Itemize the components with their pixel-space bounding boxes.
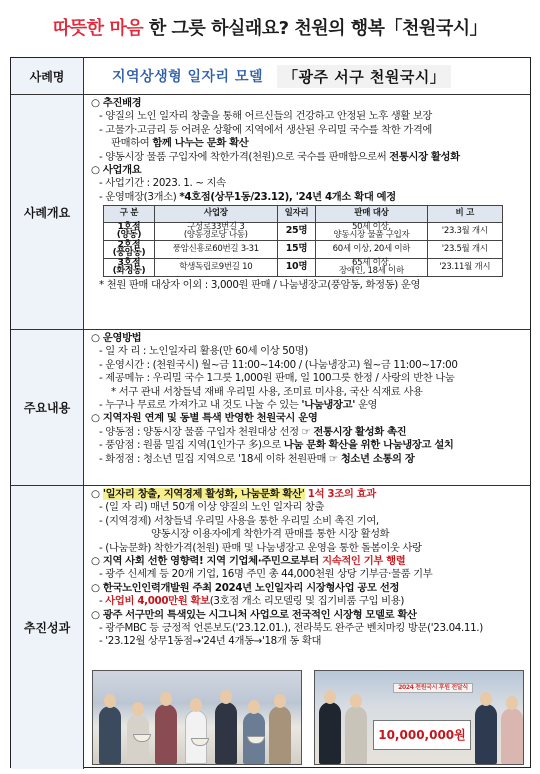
shops-cell-place: 학생독립로9번길 10	[154, 258, 277, 276]
person-figure	[215, 702, 237, 764]
label-overview: 사례개요	[11, 95, 84, 329]
shops-cell-jobs: 25명	[277, 222, 316, 240]
page-title	[0, 14, 540, 40]
main-content	[84, 330, 530, 485]
person-head	[190, 698, 202, 712]
overview-line	[91, 137, 525, 150]
overview-line: - 사업기간 : 2023. 1. ~ 지속	[99, 177, 226, 190]
emphasis: 청소년 소통의 장	[340, 452, 415, 465]
donation-check: 10,000,000원	[373, 720, 471, 750]
case-table	[10, 57, 531, 768]
main-line	[91, 439, 525, 452]
results-line: - (지역경제) 서창들녘 우리밀 사용을 통한 우리밀 소비 촉진 기여,	[99, 514, 379, 527]
person-figure	[269, 706, 291, 764]
model-prefix: 지역상생형 일자리 모델	[112, 69, 263, 85]
title-text: 한 그릇 하실래요? 천원의 행복「천원국시」	[143, 18, 488, 39]
photo-donation-ceremony	[314, 670, 524, 765]
main-line	[91, 399, 525, 412]
text: (3호점 개소 리모델링 및 집기비품 구입 비용)	[209, 595, 404, 608]
shops-cell-note: '23.3월 개시	[427, 222, 502, 240]
emphasis: *4호점(상무1동/23.12), '24년 4개소 확대 예정	[179, 190, 396, 203]
shops-cell-jobs: 15명	[277, 240, 316, 258]
person-head	[324, 690, 336, 704]
shops-cell-name: 3호점 (화정동)	[104, 258, 155, 276]
person-head	[132, 702, 144, 716]
main-heading-operation: ○ 운영방법	[91, 332, 142, 344]
overview-line: - 고물가·고금리 등 어려운 상황에 지역에서 생산된 우리밀 국수를 착한 가격에	[99, 123, 433, 136]
text: - 운영매장(3개소)	[99, 190, 180, 203]
main-note: * 서구 관내 서창들녘 재배 우리밀 사용, 조미료 미사용, 국산 식재료 사용	[111, 385, 423, 398]
person-figure	[185, 710, 207, 764]
red-text: 지속적인 기부 행렬	[322, 555, 406, 568]
highlight: '일자리 창출, 지역경제 활성화, 나눔문화 확산'	[102, 488, 305, 500]
main-line: - 일 자 리 : 노인일자리 활용(만 60세 이상 50명)	[99, 345, 308, 358]
results-line	[91, 595, 525, 608]
results-line: - '23.12월 상무1동점→'24년 4개동→'18개 동 확대	[99, 635, 322, 648]
emphasis: 전통시장 활성화	[389, 150, 460, 163]
text: - 화정점 : 청소년 밀집 지역으로 '18세 이하 천원판매 ☞	[99, 452, 341, 465]
shops-table	[103, 205, 503, 276]
results-heading-effect	[91, 488, 525, 501]
results-line: - 광주 신세계 등 20개 기업, 16명 주민 총 44,000천원 상당 기부금·물품 기부	[99, 568, 433, 581]
shops-cell-target: 60세 이상, 20세 이하	[316, 240, 427, 258]
overview-line	[91, 191, 525, 204]
overview-heading-summary: ○ 사업개요	[91, 164, 142, 177]
person-figure	[345, 706, 367, 764]
row-results	[11, 485, 530, 769]
results-line: - (나눔문화) 착한가격(천원) 판매 및 나눔냉장고 운영을 통한 돌봄이웃 사랑	[99, 541, 422, 554]
shops-row	[104, 240, 503, 258]
person-figure	[501, 708, 523, 764]
text: -	[99, 595, 106, 608]
shops-header-cell: 판매 대상	[316, 206, 427, 222]
shops-cell-place: 구성로33번길 3 (양동경로당 나동)	[154, 222, 277, 240]
case-model	[84, 58, 530, 94]
main-line	[91, 426, 525, 439]
main-line: - 제공메뉴 : 우리밀 국수 1그릇 1,000원 판매, 일 100그릇 한정 / 사랑의 반찬 나눔	[99, 372, 455, 385]
emphasis: 나눔 문화 확산을 위한 나눔냉장고 설치	[283, 439, 454, 452]
text: - 양동시장 물품 구입자에 착한가격(천원)으로 국수를 판매함으로써	[99, 150, 390, 163]
shops-cell-target: 65세 이상, 장애인, 18세 이하	[316, 258, 427, 276]
row-case-name	[11, 58, 530, 94]
shops-header-cell: 비 고	[427, 206, 502, 222]
overview-heading-background: ○ 추진배경	[91, 97, 142, 109]
text: ○ 지역 사회 선한 영향력! 지역 기업체·주민으로부터	[91, 555, 323, 568]
emphasis: 전통시장 활성화 촉진	[313, 425, 407, 438]
overview-line	[91, 151, 525, 164]
shops-header-cell: 사업장	[154, 206, 277, 222]
person-figure	[475, 704, 497, 764]
person-head	[160, 692, 172, 706]
red-text: 1석 3조의 효과	[304, 488, 376, 500]
shops-cell-note: '23.11월 개시	[427, 258, 502, 276]
photo-noodle-serving	[92, 670, 302, 765]
person-head	[350, 694, 362, 708]
results-line: - (일 자 리) 매년 50개 이상 양질의 노인 일자리 창출	[99, 501, 325, 514]
text: 운영	[355, 399, 378, 412]
person-figure	[99, 706, 121, 764]
shops-row	[104, 222, 503, 240]
shops-cell-name: 2호점 (풍암동)	[104, 240, 155, 258]
person-head	[506, 696, 518, 710]
ceremony-banner: 2024 천원국시 후원 전달식	[393, 683, 473, 693]
person-head	[480, 692, 492, 706]
results-heading-contest: ○ 한국노인인력개발원 주최 2024년 노인일자리 시장형사업 공모 선정	[91, 581, 400, 594]
text: - 누구나 무료로 가져가고 내 것도 나눌 수 있는	[99, 399, 302, 412]
text: - 풍암점 : 원룸 밀집 지역(1인가구 多)으로	[99, 439, 284, 452]
label-case-name: 사례명	[11, 58, 84, 94]
results-heading-expansion: ○ 광주 서구만의 특색있는 시그니처 사업으로 전국적인 시장형 모델로 확산	[91, 608, 417, 621]
results-content	[84, 486, 530, 769]
red-text: 사업비 4,000만원 확보	[105, 595, 210, 608]
photo-strip	[92, 670, 524, 765]
shops-cell-target: 50세 이상, 양동시장 물품 구입자	[316, 222, 427, 240]
shops-header-cell: 일자리	[277, 206, 316, 222]
overview-content	[84, 95, 530, 329]
shops-cell-name: 1호점 (양동)	[104, 222, 155, 240]
emphasis: 함께 나누는 문화 확산	[152, 137, 249, 150]
results-line: - 광주MBC 등 긍정적 언론보도('23.12.01.), 전라북도 완주군 벤치마킹 방문('23.04.11.)	[99, 622, 483, 635]
shops-cell-jobs: 10명	[277, 258, 316, 276]
text: - 양동점 : 양동시장 물품 구입자 천원대상 선정 ☞	[99, 425, 314, 438]
main-line	[91, 453, 525, 466]
model-name: 「광주 서구 천원국시」	[277, 65, 451, 88]
person-head	[248, 700, 260, 714]
shops-row	[104, 258, 503, 276]
shops-header-cell: 구 분	[104, 206, 155, 222]
bullet: ○	[91, 488, 103, 500]
shops-cell-place: 풍암신흥로60번길 3-31	[154, 240, 277, 258]
overview-footnote: * 천원 판매 대상자 이외 : 3,000원 판매 / 나눔냉장고(풍암동, 화정동) 운영	[99, 278, 421, 291]
person-figure	[155, 704, 177, 764]
label-main-content: 주요내용	[11, 330, 84, 485]
row-overview	[11, 94, 530, 329]
emphasis: '나눔냉장고'	[301, 399, 356, 412]
person-figure	[319, 702, 341, 764]
overview-line: - 양질의 노인 일자리 창출을 통해 어르신들의 건강하고 안정된 노후 생활 보장	[99, 110, 433, 123]
person-head	[104, 694, 116, 708]
text: 판매하여	[111, 137, 153, 150]
main-heading-local: ○ 지역자원 연계 및 동별 특색 반영한 천원국시 운영	[91, 412, 318, 425]
title-highlight: 따뜻한 마음	[52, 18, 144, 39]
person-head	[274, 694, 286, 708]
results-heading-donation	[91, 555, 525, 568]
main-line: - 운영시간 : (천원국시) 월~금 11:00~14:00 / (나눔냉장고) 월~금 11:00~17:00	[99, 358, 458, 371]
row-main-content	[11, 329, 530, 485]
label-results: 추진성과	[11, 486, 84, 769]
person-head	[220, 690, 232, 704]
shops-cell-note: '23.5월 개시	[427, 240, 502, 258]
results-line: 양동시장 이용자에게 착한가격 판매를 통한 시장 활성화	[151, 528, 390, 541]
